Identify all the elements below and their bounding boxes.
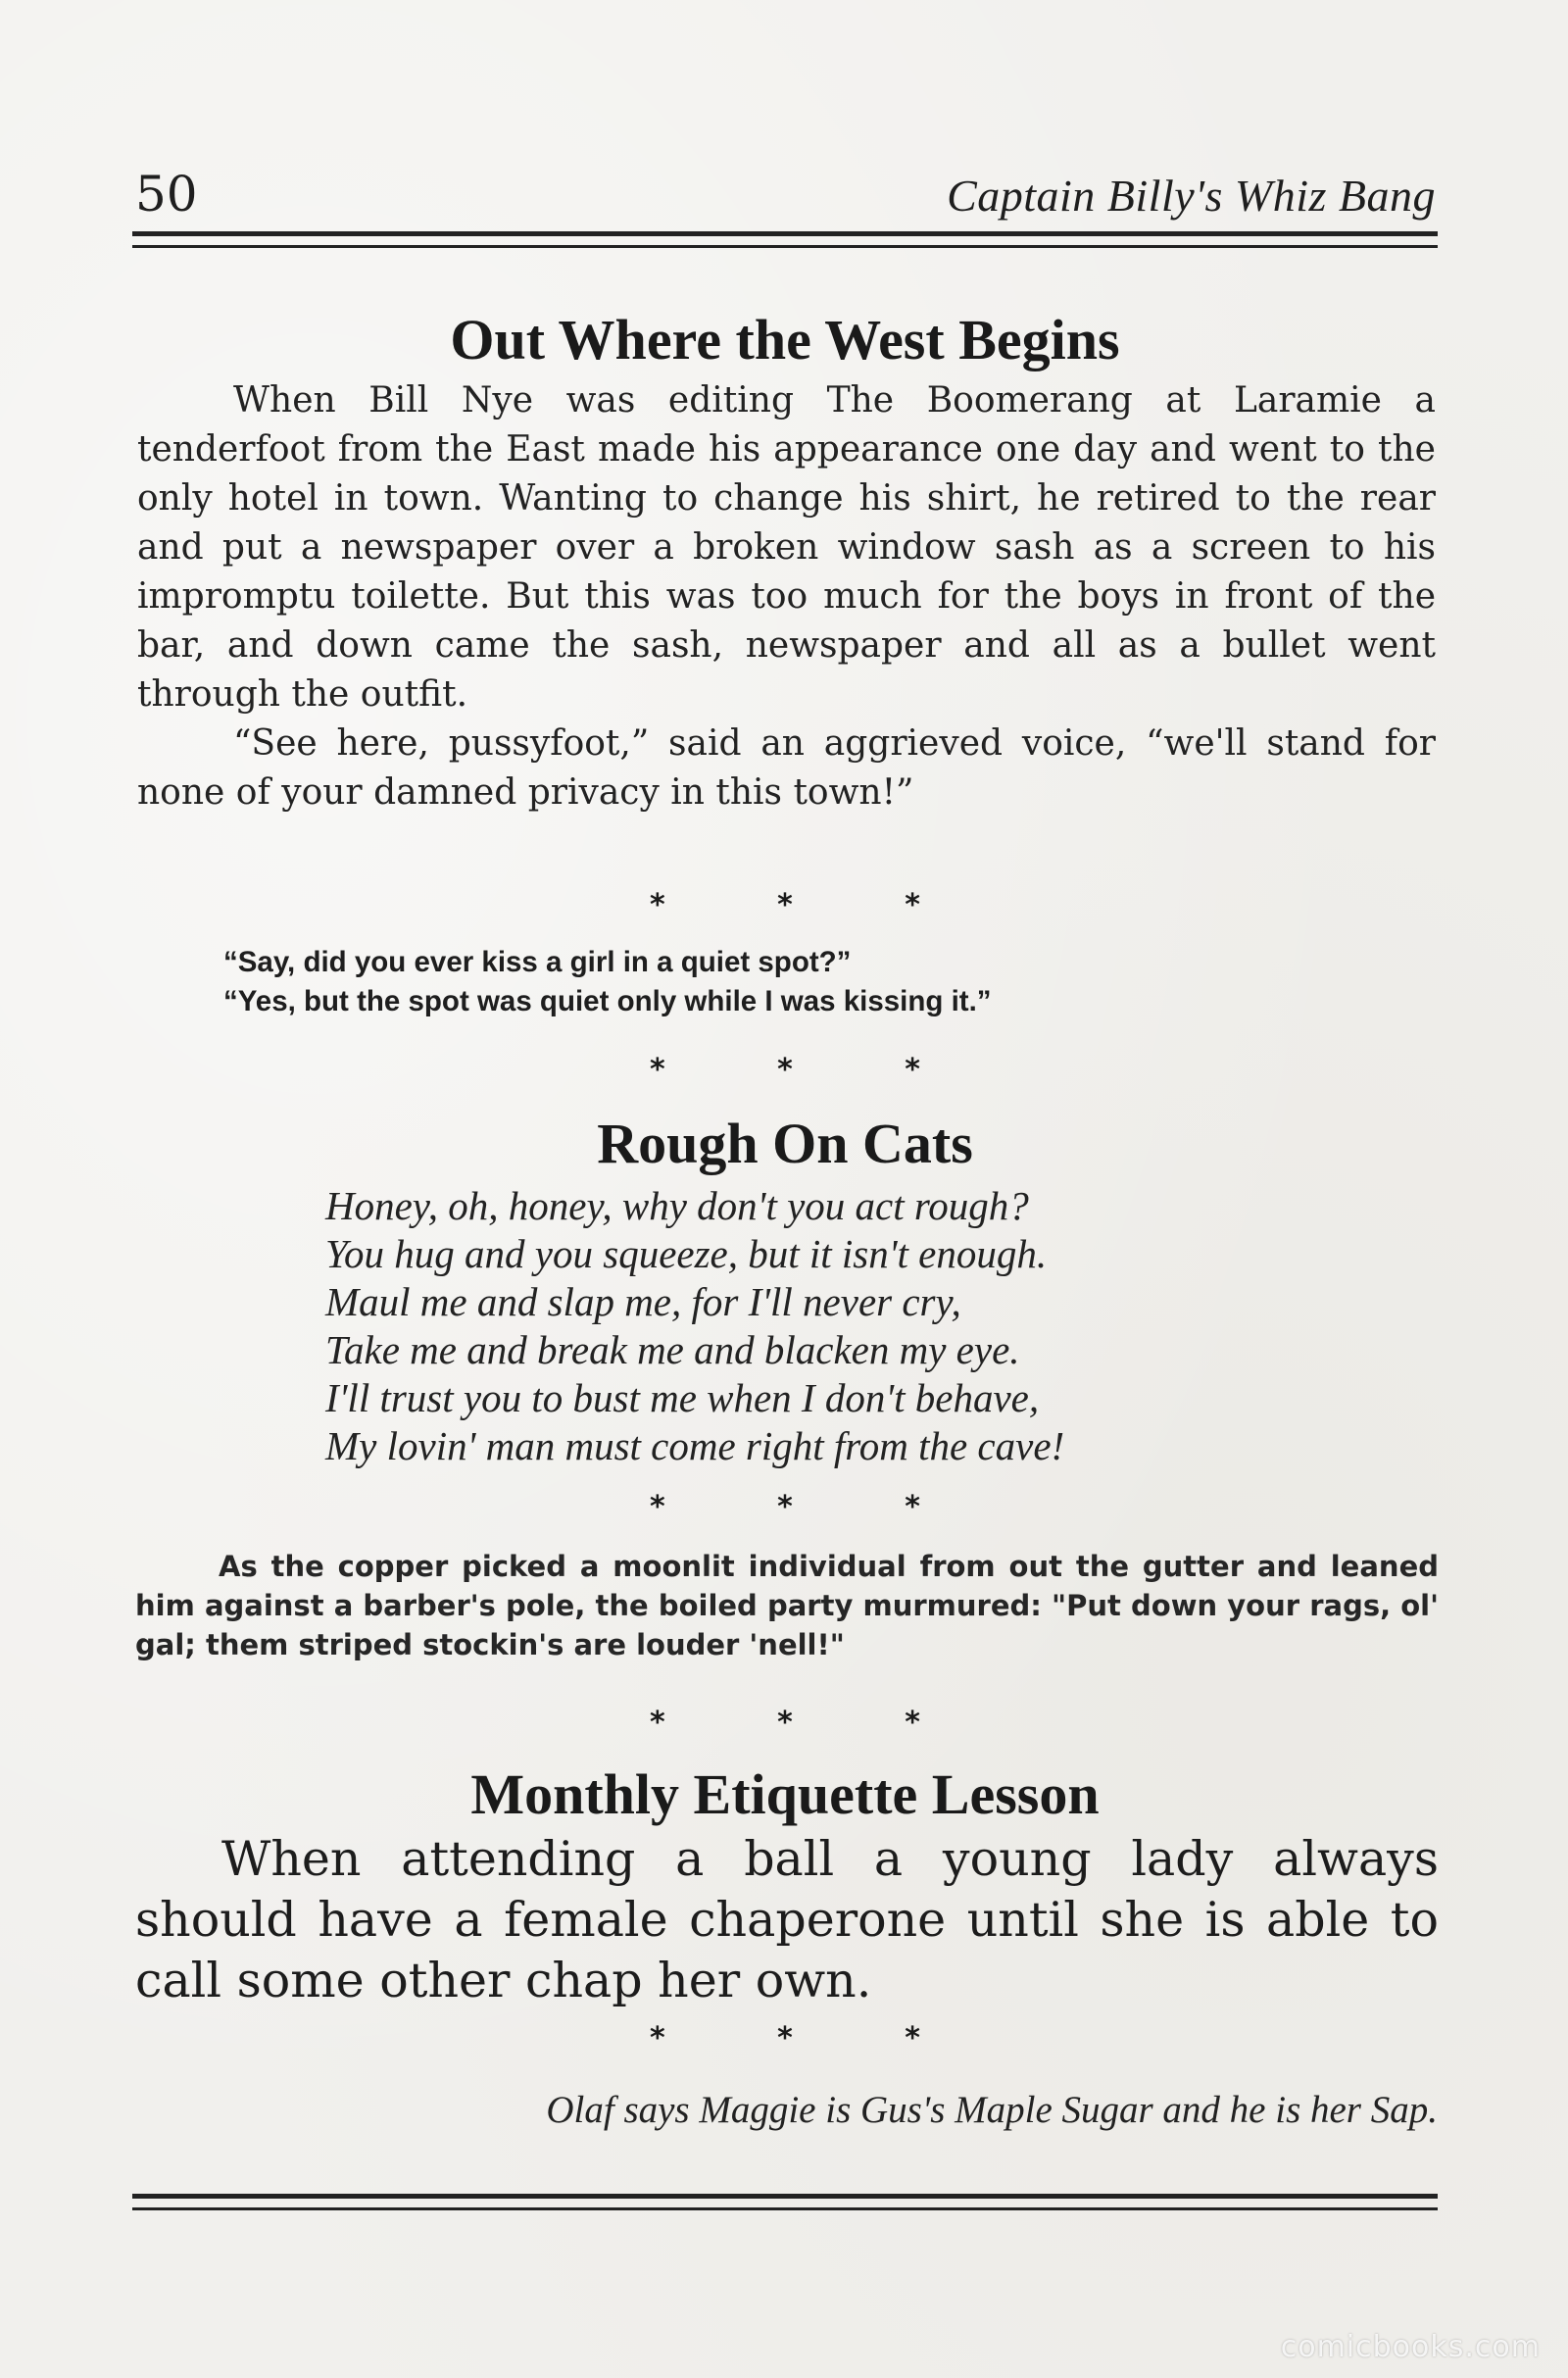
poem-line: My lovin' man must come right from the cave! — [325, 1423, 1065, 1468]
anecdote — [135, 1547, 1439, 1664]
poem-line: Honey, oh, honey, why don't you act rough? — [325, 1183, 1029, 1228]
story-title: Out Where the West Begins — [450, 308, 1120, 372]
etiquette-title: Monthly Etiquette Lesson — [470, 1762, 1100, 1826]
poem-line: Take me and break me and blacken my eye. — [325, 1327, 1020, 1372]
etiquette-text: When attending a ball a young lady always should have a female chaperone until she is able to call some other chap her own. — [135, 1831, 1439, 2008]
story-paragraph: “See here, pussyfoot,” said an aggrieved voice, “we'll stand for none of your damned privacy in this town!” — [137, 723, 1436, 813]
watermark: comicbooks.com — [1280, 2330, 1541, 2364]
etiquette-body — [135, 1829, 1439, 2011]
poem-title: Rough On Cats — [597, 1112, 973, 1175]
section-separator: * * * — [650, 1490, 971, 1524]
joke-question: “Say, did you ever kiss a girl in a quiet spot?” — [223, 946, 852, 978]
poem-line: I'll trust you to bust me when I don't behave, — [325, 1375, 1040, 1420]
section-separator: * * * — [650, 1706, 971, 1740]
page-number: 50 — [135, 166, 198, 223]
joke-answer: “Yes, but the spot was quiet only while I was kissing it.” — [223, 985, 992, 1017]
story-paragraph: When Bill Nye was editing The Boomerang at Laramie a tenderfoot from the East made his appearance one day and went to the only hotel in town. Wanting to change his shirt, he retired to the rear and put a newspaper over a broken window sash as a screen to his impromptu toilette. But this was too much for the boys in front of the bar, and down came the sash, newspaper and all as a bullet went through the outfit. — [137, 380, 1436, 715]
story-body — [137, 376, 1436, 817]
closing-quip: Olaf says Maggie is Gus's Maple Sugar and he is her Sap. — [546, 2089, 1438, 2131]
running-title: Captain Billy's Whiz Bang — [947, 171, 1436, 221]
section-separator: * * * — [650, 888, 971, 922]
footer-rule — [132, 2194, 1438, 2210]
poem-line: You hug and you squeeze, but it isn't enough. — [325, 1231, 1048, 1276]
header-rule — [132, 231, 1438, 248]
poem-body — [325, 1182, 1305, 1470]
section-separator: * * * — [650, 2021, 971, 2056]
joke-dialogue — [223, 943, 1448, 1021]
anecdote-text: As the copper picked a moonlit individual from out the gutter and leaned him against a barber's pole, the boiled party murmured: "Put down your rags, ol' gal; them striped stockin's are louder 'nell!" — [135, 1550, 1439, 1661]
section-separator: * * * — [650, 1053, 971, 1087]
poem-line: Maul me and slap me, for I'll never cry, — [325, 1279, 961, 1324]
